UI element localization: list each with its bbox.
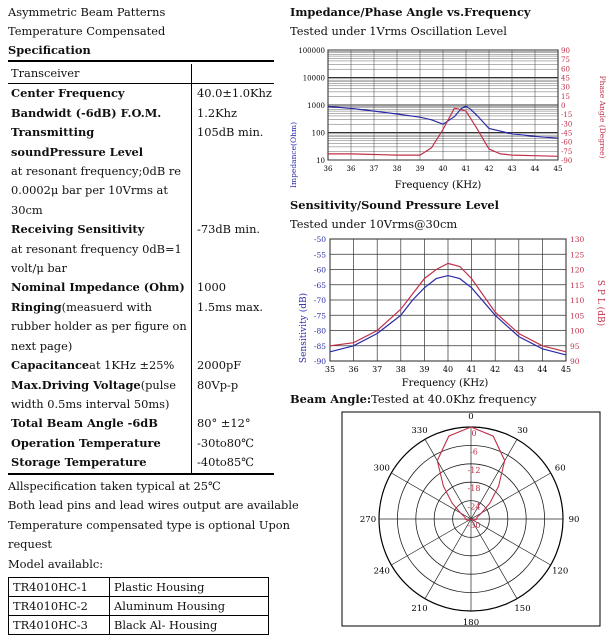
spec-table <box>8 64 274 475</box>
angle-label: 210 <box>411 604 428 615</box>
y2-tick-label: -75 <box>561 147 573 156</box>
spec-row <box>8 104 274 123</box>
y2-tick-label: 60 <box>561 65 570 74</box>
y-tick-label: -60 <box>313 265 326 275</box>
spec-column <box>8 0 299 635</box>
spec-value: 40.0±1.0Khz <box>197 86 272 101</box>
sensitivity-title: Sensitivity/Sound Pressure Level <box>290 198 499 212</box>
x-tick-label: 40 <box>438 165 448 173</box>
y2-tick-label: 90 <box>561 47 570 55</box>
x-tick-label: 40 <box>442 365 454 374</box>
y-tick-label: -65 <box>313 280 326 290</box>
spec-value: 1000 <box>197 280 226 295</box>
spec-value: 1.2Khz <box>197 105 237 120</box>
angle-label: 120 <box>552 566 569 577</box>
angle-label: 90 <box>568 515 580 525</box>
y2-tick-label: 120 <box>570 265 585 275</box>
spec-label: Transmitting soundPressure Level <box>11 125 144 159</box>
radial-label: -18 <box>467 484 481 494</box>
x-tick-label: 39 <box>415 165 425 173</box>
note-line: Both lead pins and lead wires output are available <box>8 498 299 513</box>
spec-value: 80Vp-p <box>197 377 239 392</box>
model-code: TR4010HC-1 <box>9 577 110 596</box>
spec-label: Storage Temperature <box>11 455 147 470</box>
spec-value: -73dB min. <box>197 222 261 237</box>
x-tick-label: 38 <box>395 365 406 374</box>
x-tick-label: 44 <box>537 365 548 374</box>
sensitivity-y2label: S P L (dB) <box>595 279 605 327</box>
y2-tick-label: -90 <box>561 157 573 165</box>
model-housing: Plastic Housing <box>110 577 269 596</box>
sensitivity-subtitle: Tested under 10Vrms@30cm <box>290 217 458 231</box>
angle-label: 270 <box>359 515 377 525</box>
spec-value: 105dB min. <box>197 125 264 140</box>
spec-row <box>8 298 274 356</box>
spec-label: Capacitance <box>11 358 90 373</box>
spec-label: Total Beam Angle -6dB <box>11 416 158 431</box>
notes <box>8 477 338 575</box>
y-tick-label: -80 <box>313 326 326 336</box>
spec-row <box>8 356 274 375</box>
x-tick-label: 37 <box>372 365 383 374</box>
y2-tick-label: 0 <box>561 102 566 110</box>
model-table <box>8 577 269 635</box>
header <box>8 3 280 62</box>
spec-label-detail: at resonant frequency;0dB re 0.0002μ bar per 10Vrms at 30cm <box>11 164 182 217</box>
beam-title-rest: Tested at 40.0Khz frequency <box>371 392 537 406</box>
spec-value: -30to80℃ <box>197 435 255 450</box>
y2-tick-label: 30 <box>561 83 570 92</box>
y2-tick-label: 75 <box>561 56 570 65</box>
y2-tick-label: 130 <box>570 235 585 244</box>
model-housing: Black Al- Housing <box>110 615 269 634</box>
spec-value: 2000pF <box>197 358 242 373</box>
sensitivity-ylabel: Sensitivity (dB) <box>299 292 309 364</box>
spec-label-detail: (pulse width 0.5ms interval 50ms) <box>11 377 176 411</box>
spec-label: Max.Driving Voltage <box>11 377 141 392</box>
x-tick-label: 43 <box>507 165 517 173</box>
model-row <box>9 596 269 615</box>
x-tick-label: 35 <box>324 365 336 374</box>
y-tick-label: 100 <box>311 129 325 138</box>
x-tick-label: 39 <box>419 365 430 374</box>
spec-row <box>8 414 274 433</box>
y2-tick-label: -45 <box>561 129 573 138</box>
x-tick-label: 41 <box>461 165 471 173</box>
x-tick-label: 42 <box>484 165 494 173</box>
angle-label: 30 <box>517 425 528 436</box>
spec-row <box>8 123 274 220</box>
x-tick-label: 45 <box>553 165 563 173</box>
spec-title: Specification <box>8 41 274 62</box>
subtitle-1: Asymmetric Beam Patterns <box>8 5 166 19</box>
x-tick-label: 43 <box>513 365 524 374</box>
spec-row <box>8 434 274 453</box>
angle-label: 240 <box>373 566 390 577</box>
y2-tick-label: 100 <box>570 326 585 336</box>
spec-label-detail: (measuerd with rubber holder as per figure on next page) <box>11 299 187 353</box>
y2-tick-label: 45 <box>561 74 570 83</box>
y2-tick-label: -30 <box>561 120 573 129</box>
spec-label-detail: at 1KHz ±25% <box>89 358 175 373</box>
angle-label: 180 <box>462 618 480 628</box>
x-tick-label: 38 <box>392 165 402 173</box>
radial-label: 0 <box>471 429 477 438</box>
note-line: Model availablc: <box>8 556 104 571</box>
spec-row <box>8 376 274 415</box>
spec-label: Receiving Sensitivity <box>11 222 145 237</box>
spec-row <box>8 84 274 104</box>
y-tick-label: -90 <box>313 357 326 366</box>
impedance-xlabel: Frequency (KHz) <box>394 180 482 191</box>
angle-label: 0 <box>468 412 474 422</box>
y-tick-label: -85 <box>313 341 326 351</box>
spec-row <box>8 278 274 297</box>
y-tick-label: 100000 <box>298 47 325 55</box>
y2-tick-label: 95 <box>570 341 580 351</box>
impedance-subtitle: Tested under 1Vrms Oscillation Level <box>290 24 507 38</box>
y-tick-label: -70 <box>313 296 326 305</box>
spec-value: 1.5ms max. <box>197 299 264 314</box>
y2-tick-label: 90 <box>570 357 580 366</box>
sensitivity-xlabel: Frequency (KHz) <box>401 378 489 389</box>
x-tick-label: 37 <box>369 165 379 173</box>
y2-tick-label: -60 <box>561 138 573 147</box>
impedance-y2label: Phase Angle (Degree) <box>598 75 607 159</box>
spec-label: Ringing <box>11 299 62 314</box>
beam-polar-chart <box>340 410 605 630</box>
spec-label: Nominal Impedance (Ohm) <box>11 280 185 295</box>
x-tick-label: 41 <box>466 365 477 374</box>
spec-value: -40to85℃ <box>192 453 275 473</box>
impedance-chart <box>288 42 608 192</box>
x-tick-label: 36 <box>346 165 356 173</box>
spec-label: Operation Temperature <box>11 435 161 450</box>
spec-section-row <box>8 64 274 84</box>
angle-label: 150 <box>514 604 531 615</box>
spec-row <box>8 220 274 278</box>
beam-title-bold: Beam Angle: <box>290 392 372 406</box>
y2-tick-label: 110 <box>570 296 585 305</box>
model-row <box>9 615 269 634</box>
y2-tick-label: 15 <box>561 92 570 101</box>
x-tick-label: 45 <box>560 365 572 374</box>
y2-tick-label: 125 <box>570 250 585 260</box>
y-tick-label: -75 <box>313 311 326 321</box>
impedance-ylabel: Impedance(Ohm) <box>289 122 298 188</box>
subtitle-2: Temperature Compensated <box>8 24 166 38</box>
spec-label: Center Frequency <box>11 86 125 101</box>
note-line: Temperature compensated type is optional Upon request <box>8 517 290 552</box>
y-tick-label: 1000 <box>307 102 325 110</box>
spec-label-detail: at resonant frequency 0dB=1 volt/μ bar <box>11 241 182 276</box>
y-tick-label: -50 <box>313 235 326 244</box>
x-tick-label: 44 <box>530 165 540 173</box>
sensitivity-chart <box>288 233 608 393</box>
y-tick-label: -55 <box>313 250 326 260</box>
radial-label: -24 <box>467 502 481 512</box>
y2-tick-label: -15 <box>561 111 573 120</box>
impedance-title: Impedance/Phase Angle vs.Frequency <box>290 5 531 19</box>
y-tick-label: 10 <box>316 157 325 165</box>
model-code: TR4010HC-2 <box>9 596 110 615</box>
spec-section: Transceiver <box>8 64 192 84</box>
radial-label: -12 <box>467 465 481 475</box>
note-line: Allspecification taken typical at 25℃ <box>8 478 221 493</box>
model-code: TR4010HC-3 <box>9 615 110 634</box>
x-tick-label: 42 <box>490 365 501 374</box>
y-tick-label: 10000 <box>302 74 325 83</box>
model-row <box>9 577 269 596</box>
angle-label: 300 <box>373 463 390 474</box>
radial-label: -30 <box>467 521 481 530</box>
model-housing: Aluminum Housing <box>110 596 269 615</box>
y2-tick-label: 115 <box>570 280 585 290</box>
radial-label: -6 <box>470 447 478 457</box>
beam-title <box>290 392 536 406</box>
x-tick-label: 36 <box>348 365 359 374</box>
angle-label: 330 <box>411 425 428 436</box>
spec-row <box>8 453 274 473</box>
y2-tick-label: 105 <box>570 311 585 321</box>
spec-value: 80° ±12° <box>197 416 251 431</box>
x-tick-label: 36 <box>323 165 333 173</box>
angle-label: 60 <box>554 463 566 474</box>
spec-label: Bandwidt (-6dB) F.O.M. <box>11 105 162 120</box>
